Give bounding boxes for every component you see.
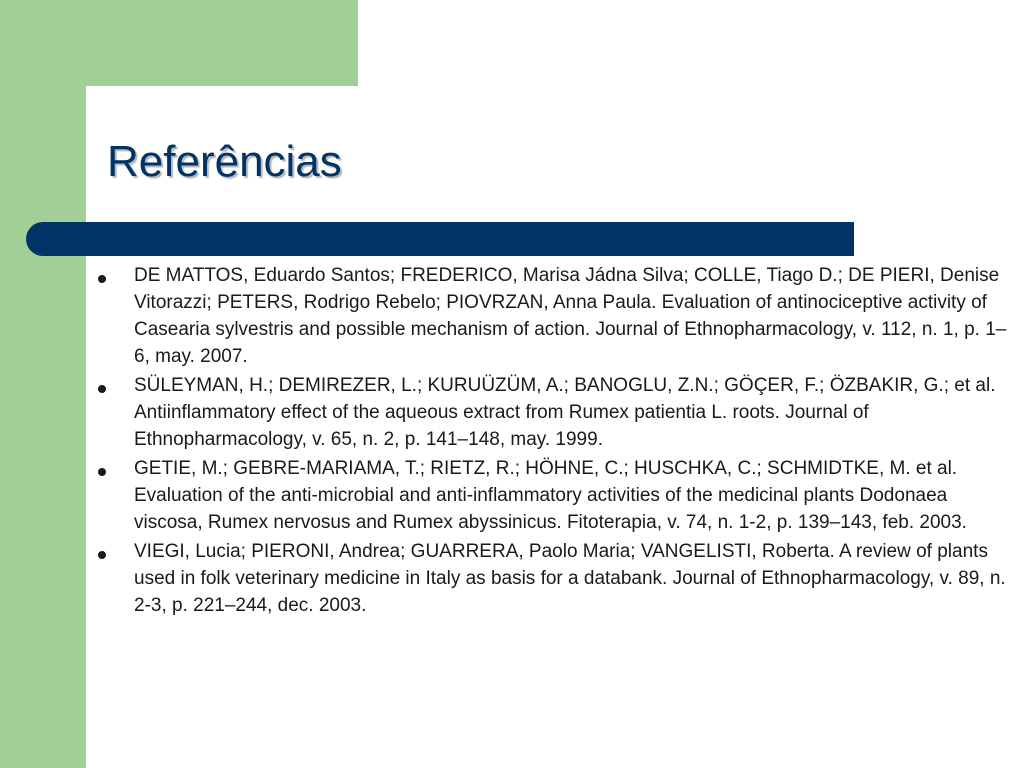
bullet-icon xyxy=(98,385,106,393)
reference-item xyxy=(94,262,1012,370)
green-accent-top xyxy=(0,0,358,86)
reference-list xyxy=(94,262,1012,621)
reference-text: GETIE, M.; GEBRE-MARIAMA, T.; RIETZ, R.; HÖHNE, C.; HUSCHKA, C.; SCHMIDTKE, M. et al. Evaluation of the anti-microbial and anti-inflammatory activities of the medicinal plants Dodonaea viscosa, Rumex nervosus and Rumex abyssinicus. Fitoterapia, v. 74, n. 1-2, p. 139–143, feb. 2003. xyxy=(134,458,967,533)
reference-item xyxy=(94,538,1012,619)
reference-item xyxy=(94,372,1012,453)
reference-text: SÜLEYMAN, H.; DEMIREZER, L.; KURUÜZÜM, A.; BANOGLU, Z.N.; GÖÇER, F.; ÖZBAKIR, G.; et al. Antiinflammatory effect of the aqueous extract from Rumex patientia L. roots. Journal of Ethnopharmacology, v. 65, n. 2, p. 141–148, may. 1999. xyxy=(134,375,996,450)
slide-title: Referências xyxy=(107,137,342,186)
reference-text: DE MATTOS, Eduardo Santos; FREDERICO, Marisa Jádna Silva; COLLE, Tiago D.; DE PIERI, Denise Vitorazzi; PETERS, Rodrigo Rebelo; PIOVRZAN, Anna Paula. Evaluation of antinociceptive activity of Casearia sylvestris and possible mechanism of action. Journal of Ethnopharmacology, v. 112, n. 1, p. 1–6, may. 2007. xyxy=(134,265,1007,367)
green-accent-column xyxy=(0,0,86,768)
title-underline-bar xyxy=(26,222,854,256)
bullet-icon xyxy=(98,468,106,476)
bullet-icon xyxy=(98,275,106,283)
bullet-icon xyxy=(98,551,106,559)
reference-text: VIEGI, Lucia; PIERONI, Andrea; GUARRERA, Paolo Maria; VANGELISTI, Roberta. A review of plants used in folk veterinary medicine in Italy as basis for a databank. Journal of Ethnopharmacology, v. 89, n. 2-3, p. 221–244, dec. 2003. xyxy=(134,541,1006,616)
reference-item xyxy=(94,455,1012,536)
